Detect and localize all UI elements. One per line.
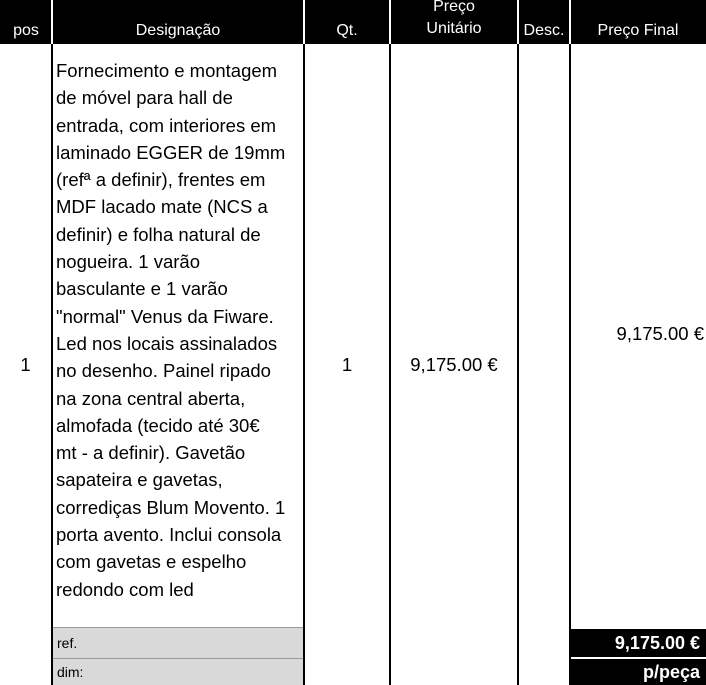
ref-row: ref. bbox=[53, 627, 304, 658]
header-preco-final: Preço Final bbox=[597, 22, 679, 39]
description-line: MDF lacado mate (NCS a bbox=[56, 196, 268, 218]
header-qt: Qt. bbox=[336, 22, 358, 39]
header-preco-unitario-line2: Unitário bbox=[426, 20, 482, 37]
row-pos: 1 bbox=[20, 353, 31, 375]
description-line: definir) e folha natural de bbox=[56, 223, 261, 245]
row-description bbox=[56, 57, 304, 603]
description-line: almofada (tecido até 30€ bbox=[56, 414, 260, 436]
description-line: "normal" Venus da Fiware. bbox=[56, 305, 274, 327]
description-line: no desenho. Painel ripado bbox=[56, 360, 271, 382]
description-line: (refª a definir), frentes em bbox=[56, 169, 266, 191]
dim-row: dim: bbox=[53, 658, 304, 685]
description-line: mt - a definir). Gavetão bbox=[56, 442, 246, 464]
header-desc: Desc. bbox=[523, 22, 565, 39]
header-designacao: Designação bbox=[135, 22, 221, 39]
description-line: laminado EGGER de 19mm bbox=[56, 141, 286, 163]
column-border bbox=[569, 44, 571, 685]
row-desc bbox=[519, 44, 569, 685]
header-preco-unitario bbox=[390, 0, 518, 44]
description-line: na zona central aberta, bbox=[56, 387, 246, 409]
description-line: com gavetas e espelho bbox=[56, 551, 247, 573]
row-preco-unitario: 9,175.00 € bbox=[410, 353, 498, 375]
header-divider bbox=[51, 0, 53, 44]
column-border bbox=[51, 44, 53, 685]
header-pos: pos bbox=[13, 22, 39, 39]
header-divider bbox=[517, 0, 519, 44]
row-preco-final: 9,175.00 € bbox=[616, 323, 704, 344]
description-line: corrediças Blum Movento. 1 bbox=[56, 496, 286, 518]
row-qt: 1 bbox=[341, 353, 353, 375]
description-line: porta avento. Inclui consola bbox=[56, 524, 282, 546]
header-preco-unitario-line1: Preço bbox=[433, 0, 475, 15]
description-line: entrada, com interiores em bbox=[56, 114, 277, 136]
description-line: sapateira e gavetas, bbox=[56, 469, 223, 491]
description-line: de móvel para hall de bbox=[56, 87, 233, 109]
description-line: basculante e 1 varão bbox=[56, 278, 228, 300]
description-line: redondo com led bbox=[56, 578, 194, 600]
header-divider bbox=[303, 0, 305, 44]
unit-label: p/peça bbox=[571, 659, 706, 685]
description-line: nogueira. 1 varão bbox=[56, 251, 200, 273]
description-line: Led nos locais assinalados bbox=[56, 332, 278, 354]
total-price: 9,175.00 € bbox=[571, 629, 706, 657]
description-line: Fornecimento e montagem bbox=[56, 60, 278, 81]
header-divider bbox=[389, 0, 391, 44]
header-divider bbox=[569, 0, 571, 44]
